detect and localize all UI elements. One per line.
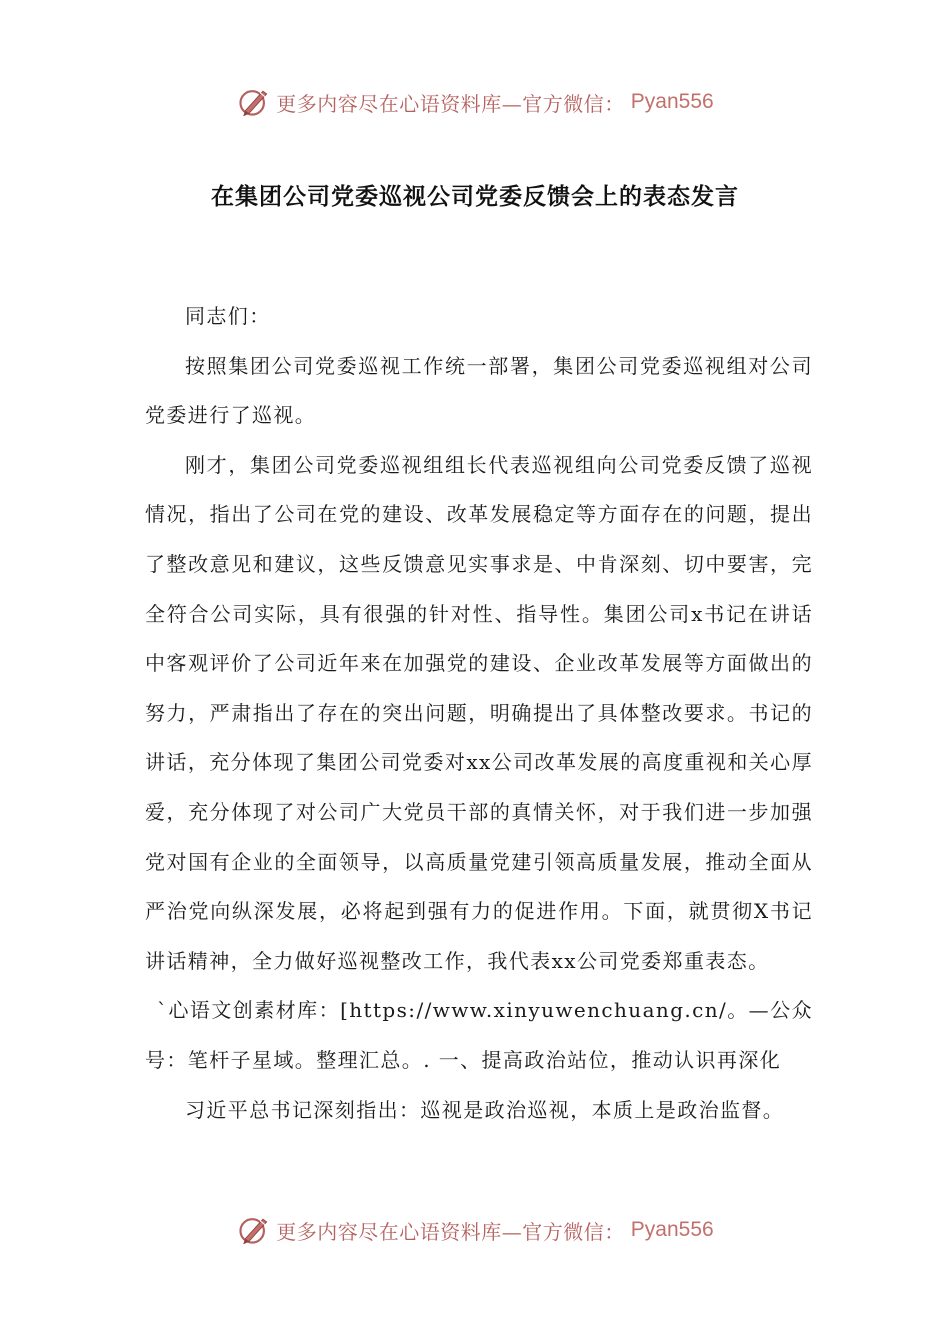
document-body bbox=[145, 292, 813, 1135]
document-title: 在集团公司党委巡视公司党委反馈会上的表态发言 bbox=[211, 184, 739, 210]
banner-wechat-id: Pyan556 bbox=[630, 90, 714, 113]
pen-logo-icon bbox=[236, 1212, 272, 1248]
paragraph-2: 刚才，集团公司党委巡视组组长代表巡视组向公司党委反馈了巡视情况，指出了公司在党的建设、改革发展稳定等方面存在的问题，提出了整改意见和建议，这些反馈意见实事求是、中肯深刻、切中要害，完全符合公司实际，具有很强的针对性、指导性。集团公司x书记在讲话中客观评价了公司近年来在加强党的建设、企业改革发展等方面做出的努力，严肃指出了存在的突出问题，明确提出了具体整改要求。书记的讲话，充分体现了集团公司党委对xx公司改革发展的高度重视和关心厚爱，充分体现了对公司广大党员干部的真情关怀，对于我们进一步加强党对国有企业的全面领导，以高质量党建引领高质量发展，推动全面从严治党向纵深发展，必将起到强有力的促进作用。下面，就贯彻X书记讲话精神，全力做好巡视整改工作，我代表xx公司党委郑重表态。 bbox=[145, 452, 813, 973]
banner-text: 更多内容尽在心语资料库—官方微信： bbox=[276, 1219, 625, 1244]
banner-wechat-id: Pyan556 bbox=[630, 1218, 714, 1241]
pen-logo-icon bbox=[236, 84, 272, 120]
paragraph-1: 按照集团公司党委巡视工作统一部署，集团公司党委巡视组对公司党委进行了巡视。 bbox=[145, 353, 813, 428]
header-banner bbox=[0, 80, 950, 124]
footer-banner bbox=[0, 1208, 950, 1252]
salutation: 同志们： bbox=[185, 304, 271, 328]
banner-text: 更多内容尽在心语资料库—官方微信： bbox=[276, 91, 625, 116]
paragraph-3: `心语文创素材库：[https://www.xinyuwenchuang.cn/。—公众号：笔杆子星域。整理汇总。. 一、提高政治站位，推动认识再深化 bbox=[145, 998, 813, 1072]
paragraph-4: 习近平总书记深刻指出：巡视是政治巡视，本质上是政治监督。 bbox=[185, 1097, 785, 1122]
